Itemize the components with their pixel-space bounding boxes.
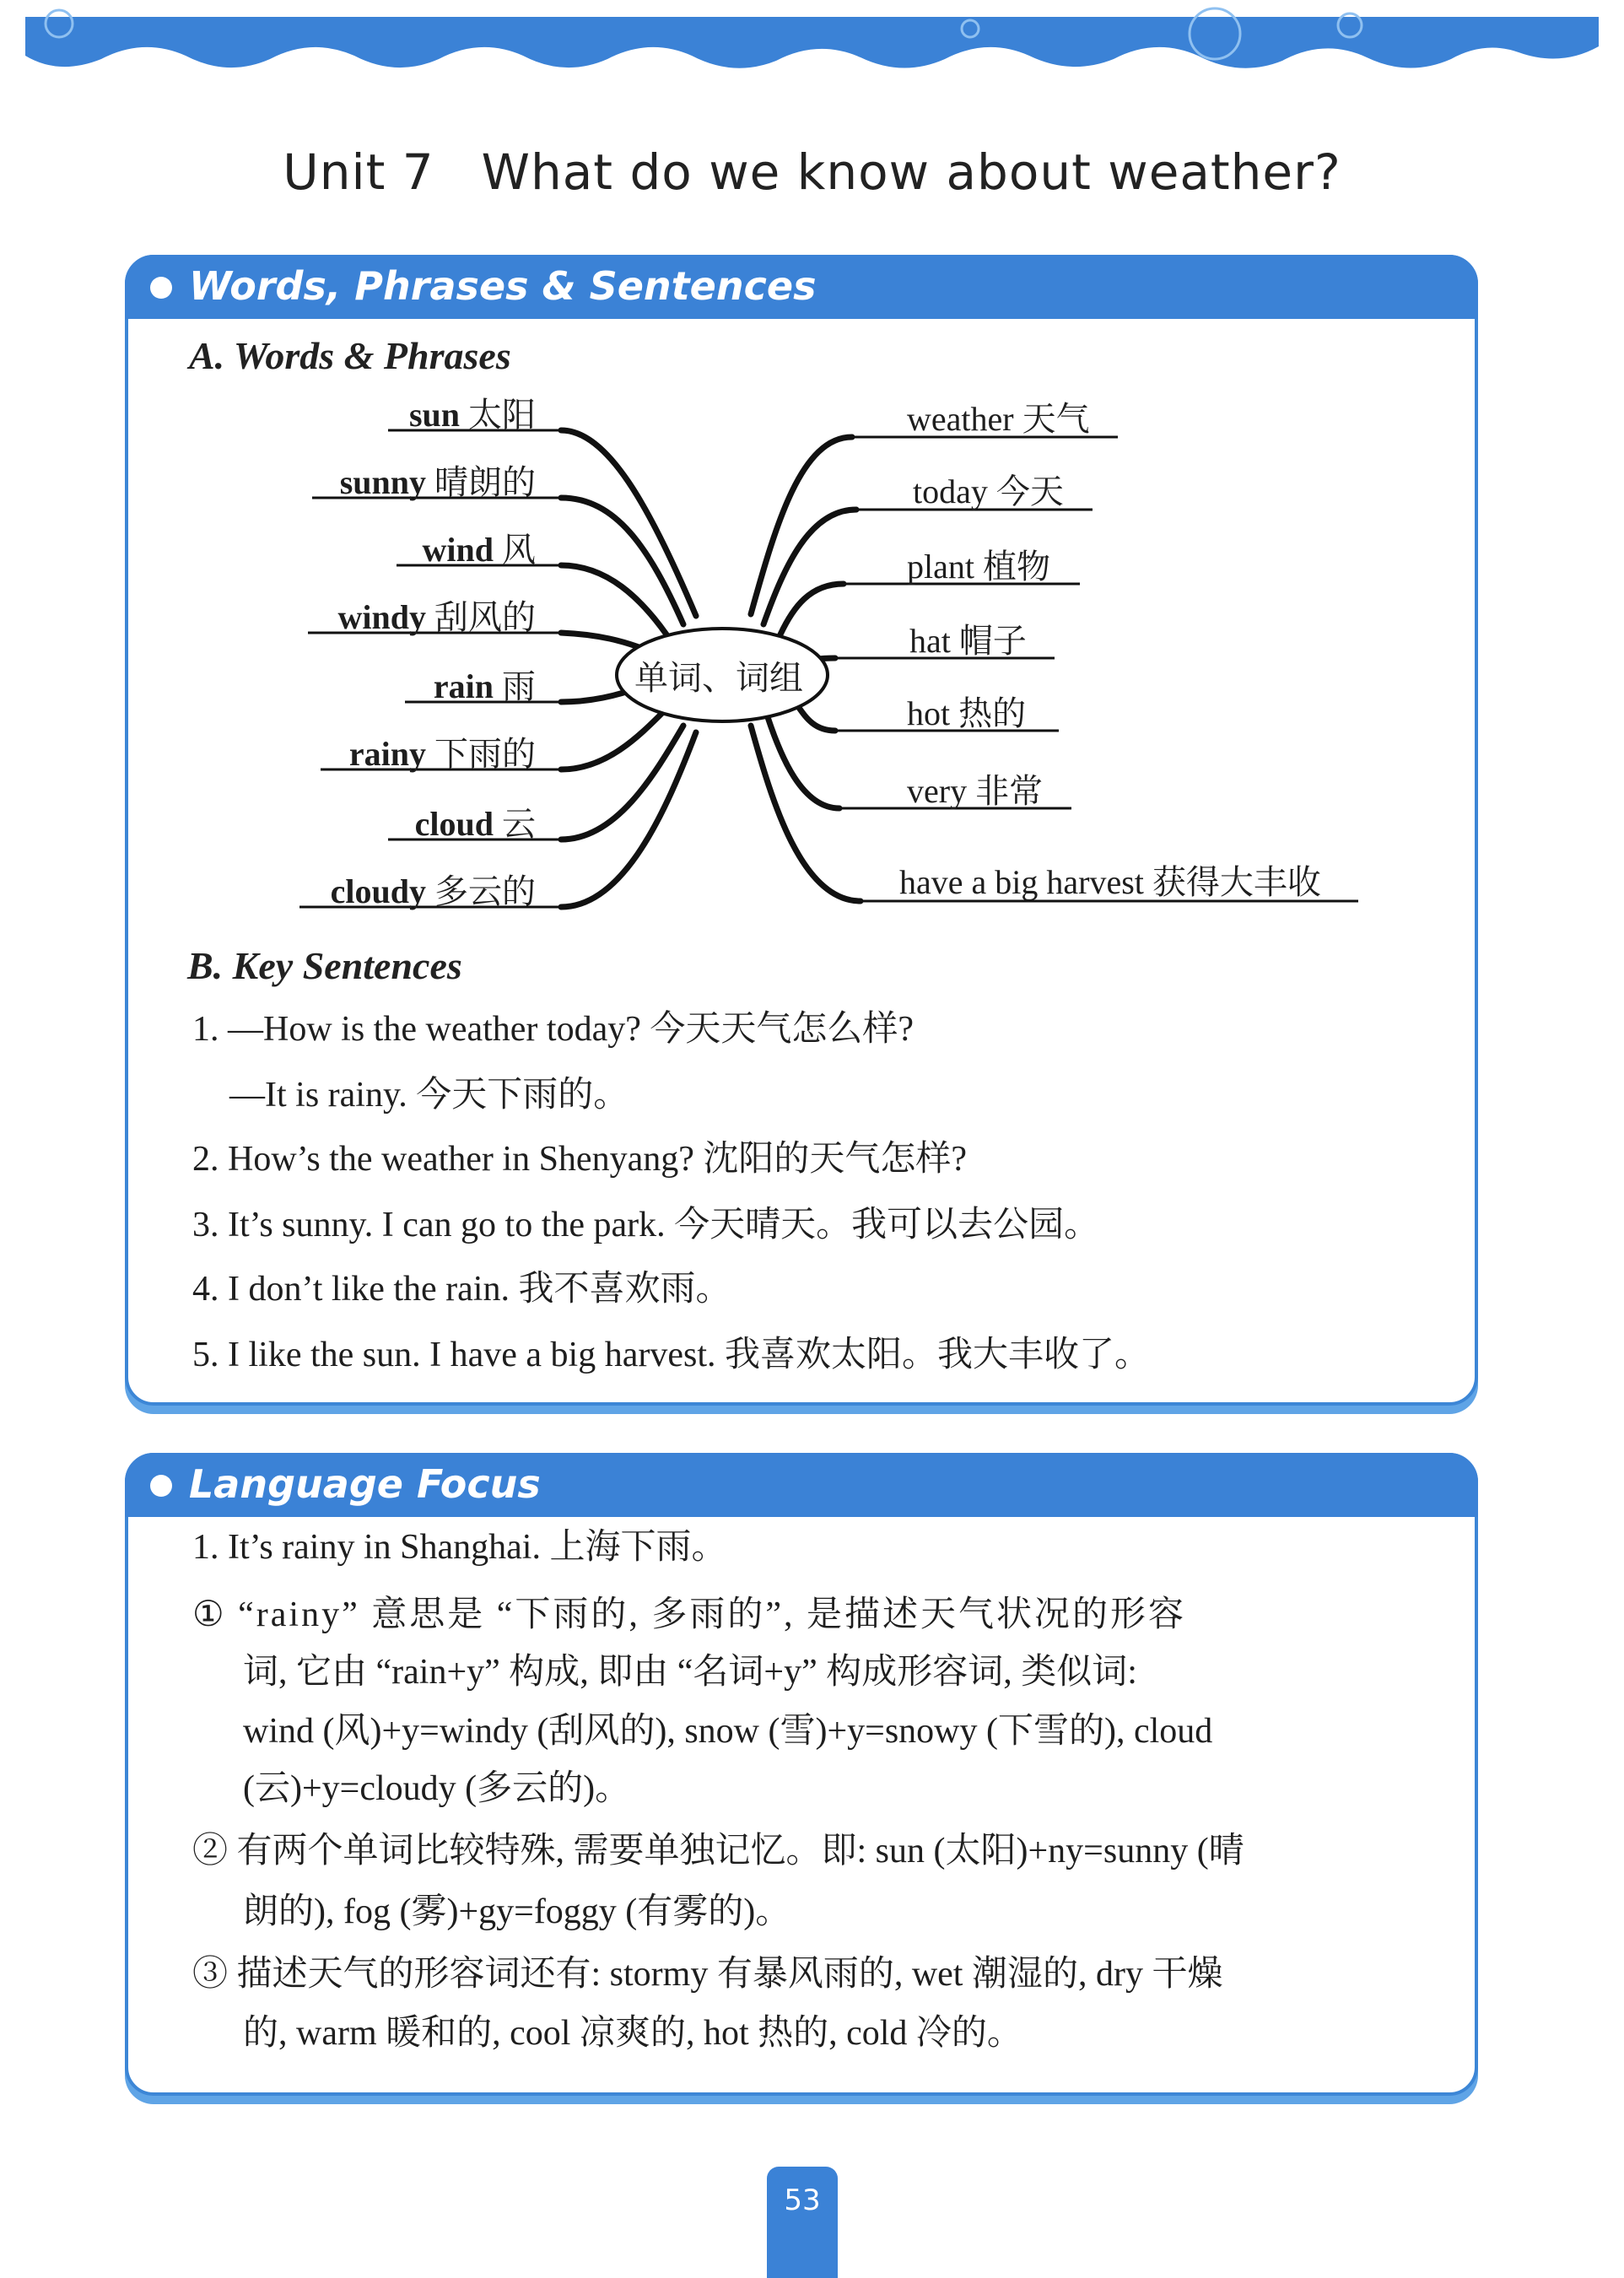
part-b-title: B. Key Sentences: [187, 944, 462, 987]
word-right-3: plant 植物: [907, 548, 1050, 586]
key-sentence-3: 3. It’s sunny. I can go to the park. 今天晴天。我可以去公园。: [192, 1206, 1100, 1244]
word-right-4: hat 帽子: [909, 622, 1027, 660]
bullet-dot: [150, 1475, 172, 1497]
focus-line-9: 的, warm 暖和的, cool 凉爽的, hot 热的, cold 冷的。: [243, 2014, 1022, 2053]
section-title: Words, Phrases & Sentences: [189, 263, 817, 309]
word-right-1: weather 天气: [907, 400, 1090, 438]
word-left-3: wind 风: [422, 531, 536, 569]
focus-line-2: ① “rainy” 意思是 “下雨的, 多雨的”, 是描述天气状况的形容: [192, 1595, 1187, 1634]
unit-number: Unit 7: [283, 143, 434, 201]
key-sentence-2: 2. How’s the weather in Shenyang? 沈阳的天气怎样?: [192, 1140, 967, 1179]
focus-line-4: wind (风)+y=windy (刮风的), snow (雪)+y=snowy (下雪的), cloud: [243, 1712, 1213, 1751]
page-number: 53: [767, 2167, 838, 2278]
unit-heading: What do we know about weather?: [481, 143, 1341, 201]
key-sentence-4: 4. I don’t like the rain. 我不喜欢雨。: [192, 1270, 731, 1309]
focus-line-5: (云)+y=cloudy (多云的)。: [243, 1769, 631, 1808]
word-left-1: sun 太阳: [408, 396, 536, 434]
word-left-4: windy 刮风的: [337, 598, 536, 636]
word-right-2: today 今天: [913, 472, 1064, 510]
section-title: Language Focus: [189, 1461, 541, 1507]
key-sentence-1: 1. —How is the weather today? 今天天气怎么样?: [192, 1010, 914, 1049]
part-a-title: A. Words & Phrases: [189, 334, 511, 377]
key-sentence-1b: —It is rainy. 今天下雨的。: [229, 1076, 629, 1115]
focus-line-3: 词, 它由 “rain+y” 构成, 即由 “名词+y” 构成形容词, 类似词:: [243, 1653, 1137, 1692]
key-sentence-5: 5. I like the sun. I have a big harvest. 我喜欢太阳。我大丰收了。: [192, 1336, 1150, 1374]
focus-line-8: ③ 描述天气的形容词还有: stormy 有暴风雨的, wet 潮湿的, dry 干燥: [192, 1955, 1223, 1994]
focus-line-7: 朗的), fog (雾)+gy=foggy (有雾的)。: [243, 1892, 791, 1931]
mind-map-center: 单词、词组: [634, 659, 803, 697]
word-right-5: hot 热的: [907, 694, 1027, 732]
focus-line-1: 1. It’s rainy in Shanghai. 上海下雨。: [192, 1528, 727, 1567]
word-left-2: sunny 晴朗的: [339, 463, 536, 501]
word-left-7: cloud 云: [414, 805, 536, 843]
word-left-5: rain 雨: [433, 667, 536, 705]
word-right-7: have a big harvest 获得大丰收: [899, 863, 1321, 901]
word-right-6: very 非常: [907, 772, 1044, 810]
word-left-8: cloudy 多云的: [330, 872, 536, 910]
focus-line-6: ② 有两个单词比较特殊, 需要单独记忆。即: sun (太阳)+ny=sunny (晴: [192, 1832, 1244, 1870]
mind-map: [0, 0, 1624, 1012]
section-header: [125, 1453, 1478, 1517]
word-left-6: rainy 下雨的: [348, 735, 536, 773]
